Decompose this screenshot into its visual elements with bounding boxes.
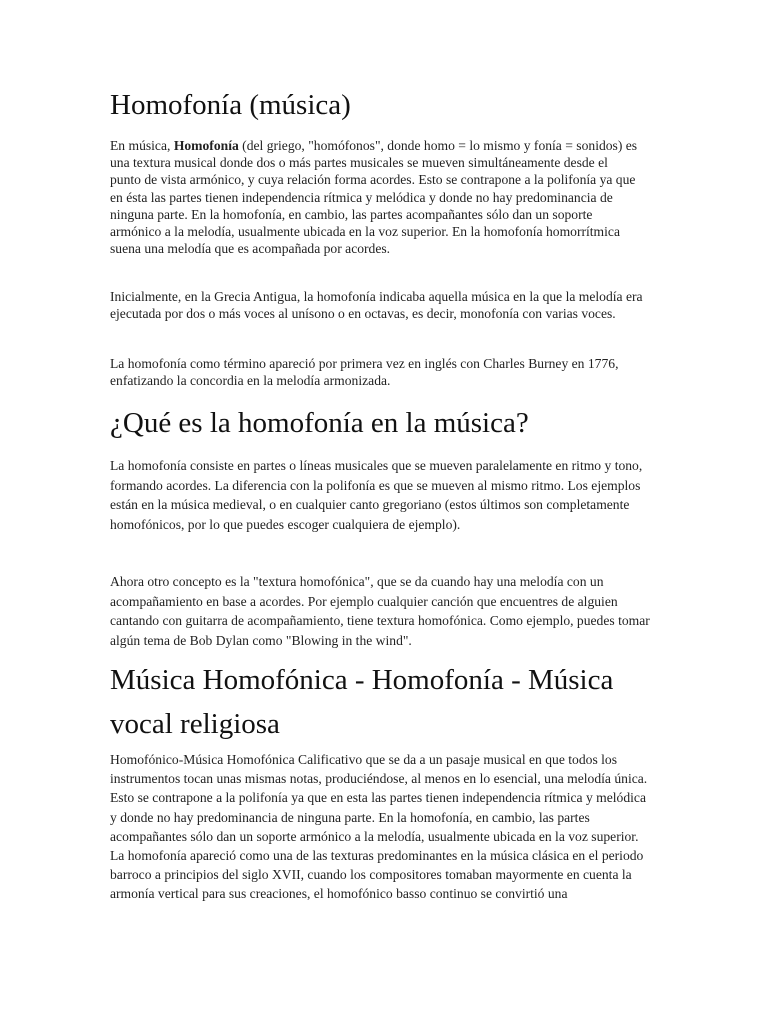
intro-text-start: En música, (110, 138, 174, 153)
paragraph-texture: Ahora otro concepto es la "textura homofónica", que se da cuando hay una melodía con un acompañamiento en base a acordes. Por ejemplo cualquier canción que encuentres de alguien cantando con guitarra de acompañamiento, tiene textura homofónica. Como ejemplo, puedes tomar algún tema de Bob Dylan como "Blowing in the wind". (110, 574, 650, 648)
intro-bold-term: Homofonía (173, 138, 239, 153)
intro-text-rest: (del griego, "homófonos", donde homo = lo mismo y fonía = sonidos) es una textura musical donde dos o más partes musicales se mueven simultáneamente desde el punto de vista armónico, y cuya relación forma acordes. Esto se contrapone a la polifonía ya que en ésta las partes tienen independencia rítmica y melódica y donde no hay predominancia de ninguna parte. En la homofonía, en cambio, las partes acompañantes sólo dan un soporte armónico a la melodía, usualmente ubicada en la voz superior. En la homofonía homorrítmica suena una melodía que es acompañada por acordes. (110, 138, 638, 257)
intro-paragraph (110, 137, 640, 257)
paragraph-definition: La homofonía consiste en partes o líneas musicales que se mueven paralelamente en ritmo y tono, formando acordes. La diferencia con la polifonía es que se mueven al mismo ritmo. Los ejemplos están en la música medieval, o en cualquier canto gregoriano (estos últimos son completamente homofónicos, por lo que puedes escoger cualquiera de ejemplo). (110, 458, 643, 532)
paragraph-burney: La homofonía como término apareció por primera vez en inglés con Charles Burney en 1776, enfatizando la concordia en la melodía armonizada. (110, 356, 619, 389)
paragraph-homofonico: Homofónico-Música Homofónica Calificativo que se da a un pasaje musical en que todos los instrumentos tocan unas mismas notas, produciéndose, al menos en lo esencial, una melodía única. Esto se contrapone a la polifonía ya que en esta las partes tienen independencia rítmica y melódica y donde no hay predominancia de ninguna parte. En la homofonía, en cambio, las partes acompañantes sólo dan un soporte armónico a la melodía, usualmente ubicada en la voz superior. La homofonía apareció como una de las texturas predominantes en la música clásica en el periodo barroco a principios del siglo XVII, cuando los compositores tomaban mayormente en cuenta la armonía vertical para sus creaciones, el homofónico basso continuo se convirtió una (110, 752, 648, 902)
page-title: Homofonía (música) (110, 89, 351, 121)
section-heading-musica-homofonica: Música Homofónica - Homofonía - Música vocal religiosa (110, 664, 614, 740)
section-heading-que-es: ¿Qué es la homofonía en la música? (110, 407, 529, 439)
paragraph-greek-origin: Inicialmente, en la Grecia Antigua, la homofonía indicaba aquella música en la que la melodía era ejecutada por dos o más voces al unísono o en octavas, es decir, monofonía con varias voces. (110, 289, 643, 322)
